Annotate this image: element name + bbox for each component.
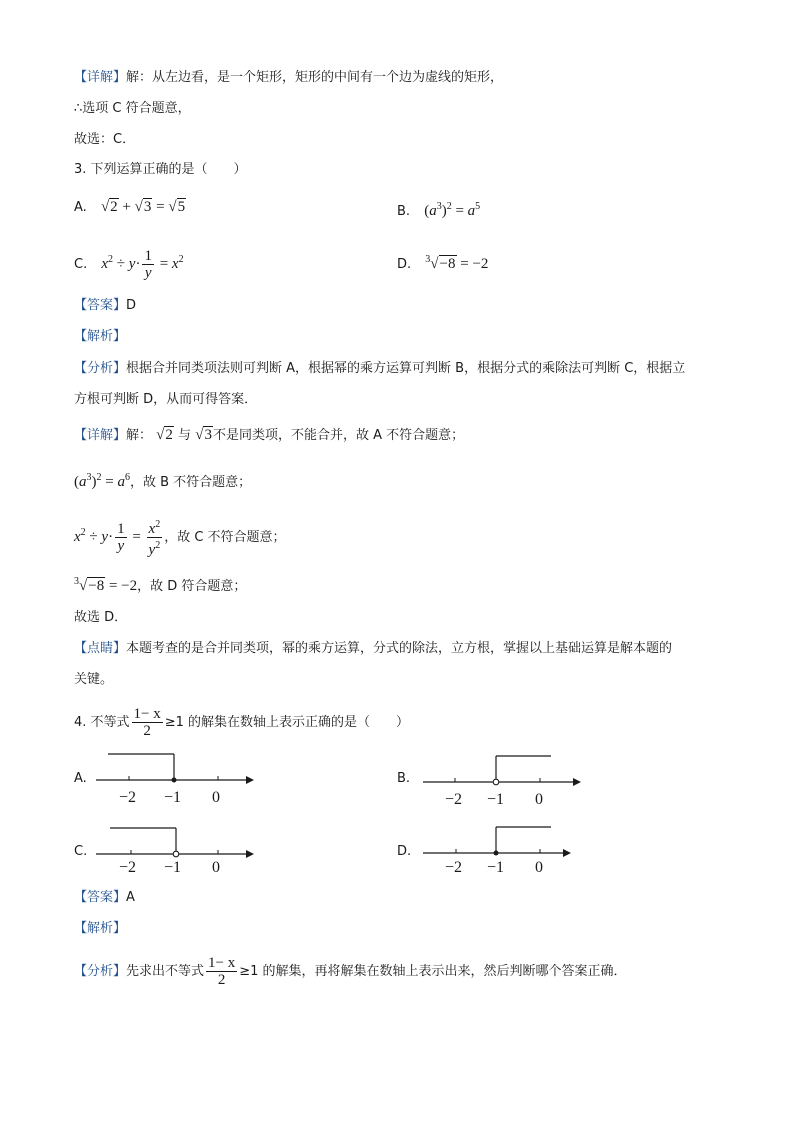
option-label: C. xyxy=(74,256,88,272)
q3-detail-c xyxy=(74,517,286,558)
answer-value: A xyxy=(126,890,135,905)
q3-option-a xyxy=(74,197,186,218)
q3-answer xyxy=(74,296,136,316)
option-b-expr: $(a^3)^2 = a^5$ xyxy=(424,201,481,219)
detail-d-expr: $^3$√−8 = −2 xyxy=(74,576,138,594)
q3-detail-a xyxy=(74,425,464,446)
tick-label: 0 xyxy=(535,859,543,876)
q3-fenxi-line1 xyxy=(74,359,685,379)
tick-label: −1 xyxy=(487,791,505,808)
axis-arrow xyxy=(246,776,254,784)
prev-detail-line xyxy=(74,68,503,88)
q3-conclusion: 故选 D． xyxy=(74,610,128,625)
tick-label: −2 xyxy=(119,859,137,876)
tick-label: 0 xyxy=(212,789,220,806)
fenxi-tag: 【分析】 xyxy=(74,964,127,979)
frac-den: 2 xyxy=(217,972,226,988)
stem-prefix: 4. 不等式 xyxy=(74,715,130,730)
fenxi-fraction xyxy=(206,955,237,988)
answer-tag: 【答案】 xyxy=(74,298,127,313)
detail-c-expr: $x^2 \div y\cdot$ $\frac{1}{y}$ = $\frac{x^2}{y^2}$ xyxy=(74,519,161,558)
dianjing-tag: 【点睛】 xyxy=(74,641,127,656)
q4-option-a-label: A. xyxy=(74,771,87,786)
frac-num: 1− x xyxy=(208,955,236,971)
answer-tag: 【答案】 xyxy=(74,890,127,905)
open-point xyxy=(493,779,499,785)
option-label: D. xyxy=(397,257,412,272)
detail-prefix: 解： xyxy=(126,428,153,443)
q4-option-c-label: C. xyxy=(74,844,88,859)
fenxi-prefix: 先求出不等式 xyxy=(126,964,205,979)
q3-dianjing-line2: 关键。 xyxy=(74,672,114,687)
q4-analysis-tag: 【解析】 xyxy=(74,921,127,936)
detail-b-suffix: ，故 B 不符合题意； xyxy=(129,475,252,490)
option-label: B. xyxy=(397,204,411,219)
option-c-expr: $x^2 \div y\cdot$ $\frac{1}{y}$ = $x^2$ xyxy=(101,248,184,281)
option-label: A. xyxy=(74,200,87,215)
detail-c-suffix: ，故 C 不符合题意； xyxy=(164,529,286,545)
stem-suffix: ≥1 的解集在数轴上表示正确的是（ ） xyxy=(164,715,410,730)
q3-dianjing-line1 xyxy=(74,639,672,659)
sqrt3-expr: √3 xyxy=(195,427,212,443)
closed-point xyxy=(494,851,499,856)
detail-b-expr: $(a^3)^2 = a^6$ xyxy=(74,472,130,490)
q3-detail-d xyxy=(74,572,246,597)
tick-label: 0 xyxy=(535,791,543,808)
frac-num: 1− x xyxy=(133,706,161,722)
q3-option-b xyxy=(397,197,480,222)
q4-fenxi xyxy=(74,955,627,988)
stem-fraction xyxy=(132,706,163,739)
q3-fenxi-line2: 方根可判断 D，从而可得答案． xyxy=(74,392,258,407)
prev-line-3: 故选：C． xyxy=(74,132,136,147)
frac-den: 2 xyxy=(143,723,151,739)
tick-label: −1 xyxy=(164,789,182,806)
numberline-b-svg xyxy=(423,750,583,795)
detail-text: 解：从左边看，是一个矩形，矩形的中间有一个边为虚线的矩形， xyxy=(126,70,504,85)
closed-point xyxy=(172,778,177,783)
tick-label: −1 xyxy=(164,859,182,876)
q3-option-d xyxy=(397,250,488,275)
detail-d-suffix: ，故 D 符合题意； xyxy=(137,579,247,594)
detail-a-suffix: 不是同类项，不能合并，故 A 不符合题意； xyxy=(212,428,465,443)
tick-label: −2 xyxy=(445,859,463,876)
fenxi-tag: 【分析】 xyxy=(74,361,127,376)
q3-detail-b xyxy=(74,468,251,493)
q4-option-b-label: B. xyxy=(397,771,411,786)
tick-label: −2 xyxy=(119,789,137,806)
axis-arrow xyxy=(573,778,581,786)
q3-stem: 3. 下列运算正确的是（ ） xyxy=(74,162,247,177)
tick-label: −2 xyxy=(445,791,463,808)
sqrt2-expr: √2 xyxy=(156,427,173,443)
dianjing-text: 本题考查的是合并同类项，幂的乘方运算，分式的除法，立方根，掌握以上基础运算是解本题的 xyxy=(126,641,673,656)
q4-answer xyxy=(74,888,135,908)
open-point xyxy=(173,851,179,857)
numberline-a-svg xyxy=(96,748,256,793)
option-a-expr: √2 + √3 = √5 xyxy=(100,199,186,215)
axis-arrow xyxy=(563,849,571,857)
axis-arrow xyxy=(246,850,254,858)
fenxi-suffix: ≥1 的解集，再将解集在数轴上表示出来，然后判断哪个答案正确． xyxy=(239,964,627,979)
answer-value: D xyxy=(126,298,137,313)
detail-tag: 【详解】 xyxy=(74,428,127,443)
q4-stem xyxy=(74,706,409,739)
tick-label: −1 xyxy=(487,859,505,876)
option-d-expr: $^3$√−8 = −2 xyxy=(425,254,489,272)
detail-tag: 【详解】 xyxy=(74,70,127,85)
q3-analysis-tag: 【解析】 xyxy=(74,329,127,344)
fenxi-text: 根据合并同类项法则可判断 A，根据幂的乘方运算可判断 B，根据分式的乘除法可判断 C，根据立 xyxy=(126,361,686,376)
detail-mid: 与 xyxy=(178,428,192,443)
q4-option-d-label: D. xyxy=(397,844,412,859)
q3-option-c xyxy=(74,248,184,281)
prev-line-2: ∴选项 C 符合题意， xyxy=(74,101,191,116)
tick-label: 0 xyxy=(212,859,220,876)
